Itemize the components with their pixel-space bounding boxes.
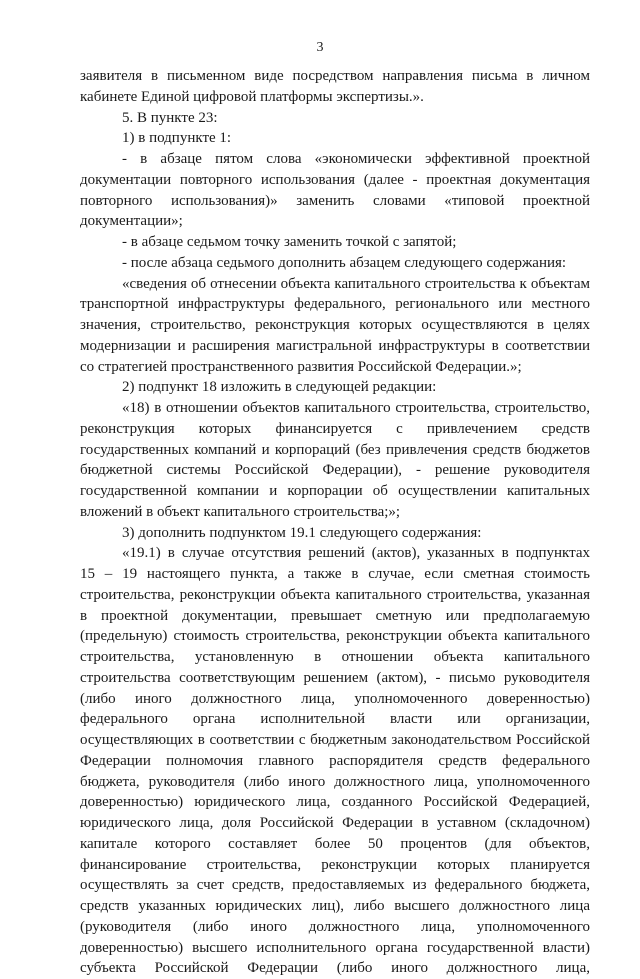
text-line: - в абзаце седьмом точку заменить точкой с запятой; xyxy=(122,234,457,250)
text-line: строительства соответствующим решением (актом), - письмо руководителя xyxy=(80,669,590,686)
text-line: Федерации полномочия главного распорядителя средств федерального xyxy=(80,752,590,769)
text-line: кабинете Единой цифровой платформы экспертизы.». xyxy=(80,88,424,105)
text-line: финансирование строительства, реконструкции которых планируется xyxy=(80,856,590,873)
text-line: модернизации и расширения магистральной инфраструктуры в соответствии xyxy=(80,337,590,354)
text-line: 3) дополнить подпунктом 19.1 следующего содержания: xyxy=(122,524,482,541)
text-line: доверенностью) юридического лица, созданного Российской Федерацией, xyxy=(80,794,590,811)
text-line: 1) в подпункте 1: xyxy=(122,130,232,147)
text-line: 5. В пункте 23: xyxy=(122,109,218,126)
text-line: «18) в отношении объектов капитального строительства, строительство, xyxy=(122,400,590,416)
text-line: транспортной инфраструктуры федерального, регионального или местного xyxy=(80,296,590,313)
text-line: реконструкция которых финансируется с привлечением средств xyxy=(80,420,590,437)
text-line: средств указанных юридических лиц), либо высшего должностного лица xyxy=(80,898,590,914)
text-line: 2) подпункт 18 изложить в следующей редакции: xyxy=(122,379,437,396)
text-line: со стратегией пространственного развития Российской Федерации.»; xyxy=(80,358,522,375)
page-number: 3 xyxy=(316,40,324,55)
text-line: бюджета, руководителя (либо иного должностного лица, уполномоченного xyxy=(80,773,590,790)
text-line: субъекта Российской Федерации (либо иного должностного лица, xyxy=(80,960,590,977)
text-line: в проектной документации, превышает сметную или предполагаемую xyxy=(80,607,590,624)
text-line: документации»; xyxy=(80,213,183,230)
text-line: государственных компаний и корпораций (без привлечения средств бюджетов xyxy=(80,441,590,458)
text-line: (предельную) стоимость строительства, реконструкции объекта капитального xyxy=(80,628,590,645)
text-line: документации повторного использования (далее - проектная документация xyxy=(80,171,590,188)
text-line: (руководителя (либо иного должностного лица, уполномоченного xyxy=(80,918,590,935)
text-line: (либо иного должностного лица, уполномоченного доверенностью) xyxy=(80,690,590,707)
text-line: доверенностью) высшего исполнительного органа государственной власти) xyxy=(80,939,590,956)
text-line: капитале которого составляет более 50 процентов (для объектов, xyxy=(80,835,590,852)
text-line: - после абзаца седьмого дополнить абзацем следующего содержания: xyxy=(122,254,567,271)
text-line: бюджетной системы Российской Федерации), - решение руководителя xyxy=(80,462,590,479)
text-line: государственной компании и корпорации об осуществлении капитальных xyxy=(80,483,590,499)
text-line: вложений в объект капитального строительства;»; xyxy=(80,503,401,520)
text-line: значения, строительство, реконструкция которых осуществляются в целях xyxy=(80,317,590,333)
text-line: 15 – 19 настоящего пункта, а также в случае, если сметная стоимость xyxy=(80,566,590,582)
text-line: «19.1) в случае отсутствия решений (актов), указанных в подпунктах xyxy=(122,545,590,562)
document-body xyxy=(80,66,590,979)
text-line: осуществлять за счет средств, предоставляемых из федерального бюджета, xyxy=(80,877,590,894)
text-line: повторного использования)» заменить словами «типовой проектной xyxy=(80,192,590,209)
text-line: строительства, реконструкции объекта капитального строительства, указанная xyxy=(80,586,590,603)
text-line: - в абзаце пятом слова «экономически эффективной проектной xyxy=(122,151,590,167)
text-line: строительства, установленную в отношении объекта капитального xyxy=(80,649,590,665)
text-line: осуществляющих в соответствии с бюджетным законодательством Российской xyxy=(80,732,590,748)
text-line: федерального органа исполнительной власти или организации, xyxy=(80,711,590,728)
text-line: заявителя в письменном виде посредством направления письма в личном xyxy=(80,68,590,84)
text-line: «сведения об отнесении объекта капитального строительства к объектам xyxy=(122,275,590,292)
text-line: юридического лица, доля Российской Федерации в уставном (складочном) xyxy=(80,815,590,831)
